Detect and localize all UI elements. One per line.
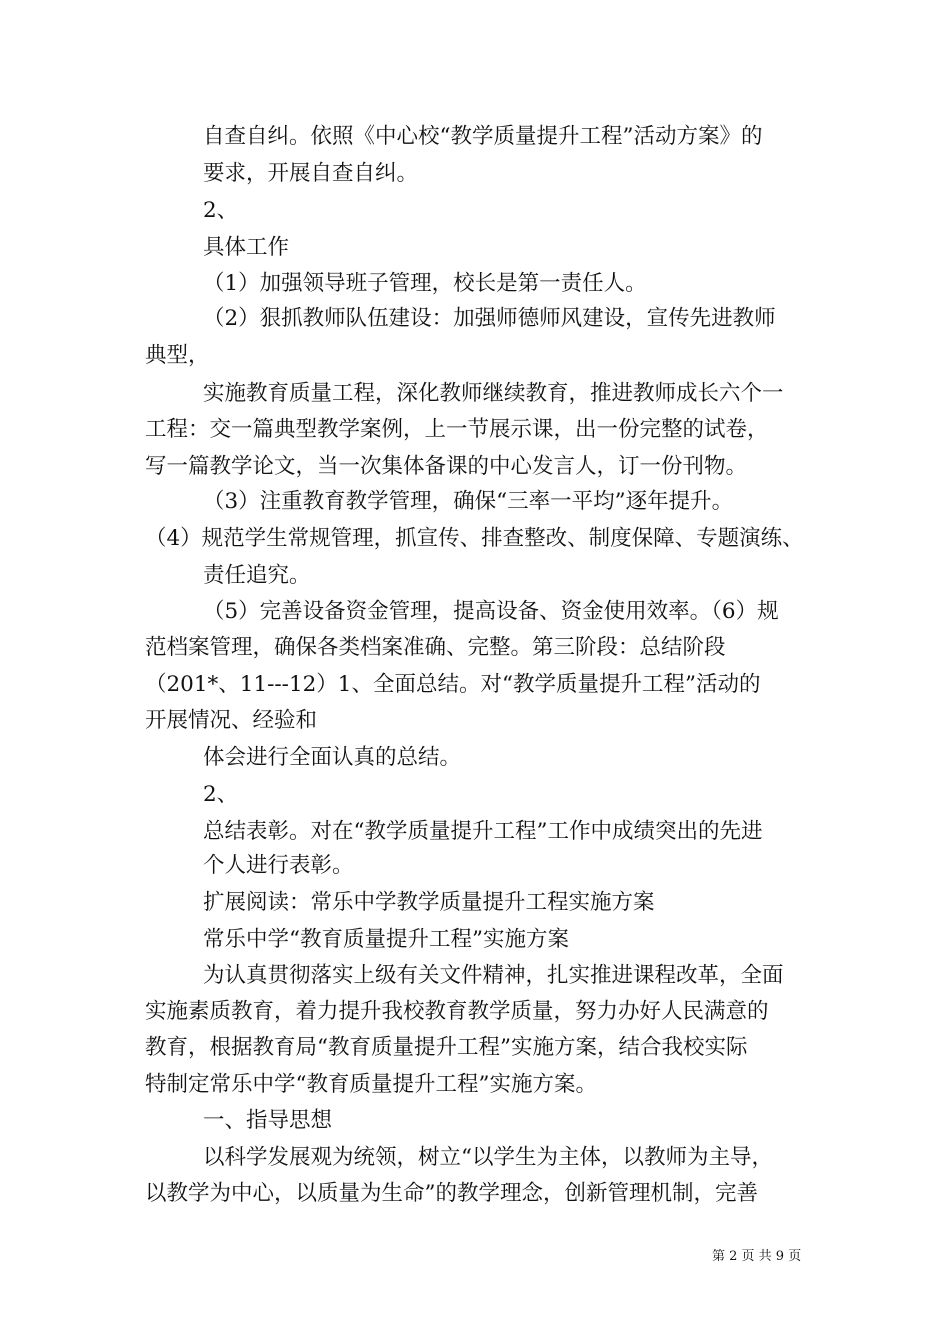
text-line: 要求，开展自查自纠。 — [203, 161, 419, 186]
text-line: 实施教育质量工程，深化教师继续教育，推进教师成长六个一 — [203, 381, 784, 406]
text-line: 以教学为中心，以质量为生命”的教学理念，创新管理机制，完善 — [145, 1181, 758, 1206]
text-line: 教育，根据教育局“教育质量提升工程”实施方案，结合我校实际 — [145, 1035, 748, 1060]
text-line: （1）加强领导班子管理，校长是第一责任人。 — [203, 271, 647, 296]
text-line: 实施素质教育，着力提升我校教育教学质量，努力办好人民满意的 — [145, 999, 769, 1024]
text-line: 特制定常乐中学“教育质量提升工程”实施方案。 — [145, 1072, 597, 1097]
text-line: 体会进行全面认真的总结。 — [203, 745, 462, 770]
text-line: 常乐中学“教育质量提升工程”实施方案 — [203, 927, 569, 952]
text-line: 责任追究。 — [203, 563, 311, 588]
text-line: 2、 — [203, 198, 239, 223]
text-line: （5）完善设备资金管理，提高设备、资金使用效率。（6）规 — [203, 599, 779, 624]
page-number: 第 2 页 共 9 页 — [712, 1249, 802, 1264]
text-line: 以科学发展观为统领，树立“以学生为主体，以教师为主导， — [203, 1145, 773, 1170]
text-line: 一、指导思想 — [203, 1108, 333, 1133]
text-line: 自查自纠。依照《中心校“教学质量提升工程”活动方案》的 — [203, 124, 763, 149]
text-line: （2）狠抓教师队伍建设：加强师德师风建设，宣传先进教师 — [203, 306, 776, 331]
text-line: 为认真贯彻落实上级有关文件精神，扎实推进课程改革，全面 — [203, 963, 784, 988]
text-line: （201*、11---12）1、全面总结。对“教学质量提升工程”活动的 — [145, 672, 761, 697]
text-line: （4）规范学生常规管理，抓宣传、排查整改、制度保障、专题演练、 — [145, 526, 804, 551]
text-line: 具体工作 — [203, 235, 290, 260]
text-line: （3）注重教育教学管理，确保“三率一平均”逐年提升。 — [203, 489, 734, 514]
text-line: 个人进行表彰。 — [203, 853, 354, 878]
text-line: 开展情况、经验和 — [145, 708, 318, 733]
text-line: 典型， — [145, 343, 210, 368]
text-line: 写一篇教学论文，当一次集体备课的中心发言人，订一份刊物。 — [145, 454, 748, 479]
text-line: 总结表彰。对在“教学质量提升工程”工作中成绩突出的先进 — [203, 819, 763, 844]
text-line: 范档案管理，确保各类档案准确、完整。第三阶段：总结阶段 — [145, 635, 726, 660]
text-line: 2、 — [203, 782, 239, 807]
text-line: 工程：交一篇典型教学案例，上一节展示课，出一份完整的试卷， — [145, 417, 769, 442]
text-line: 扩展阅读：常乐中学教学质量提升工程实施方案 — [203, 890, 655, 915]
